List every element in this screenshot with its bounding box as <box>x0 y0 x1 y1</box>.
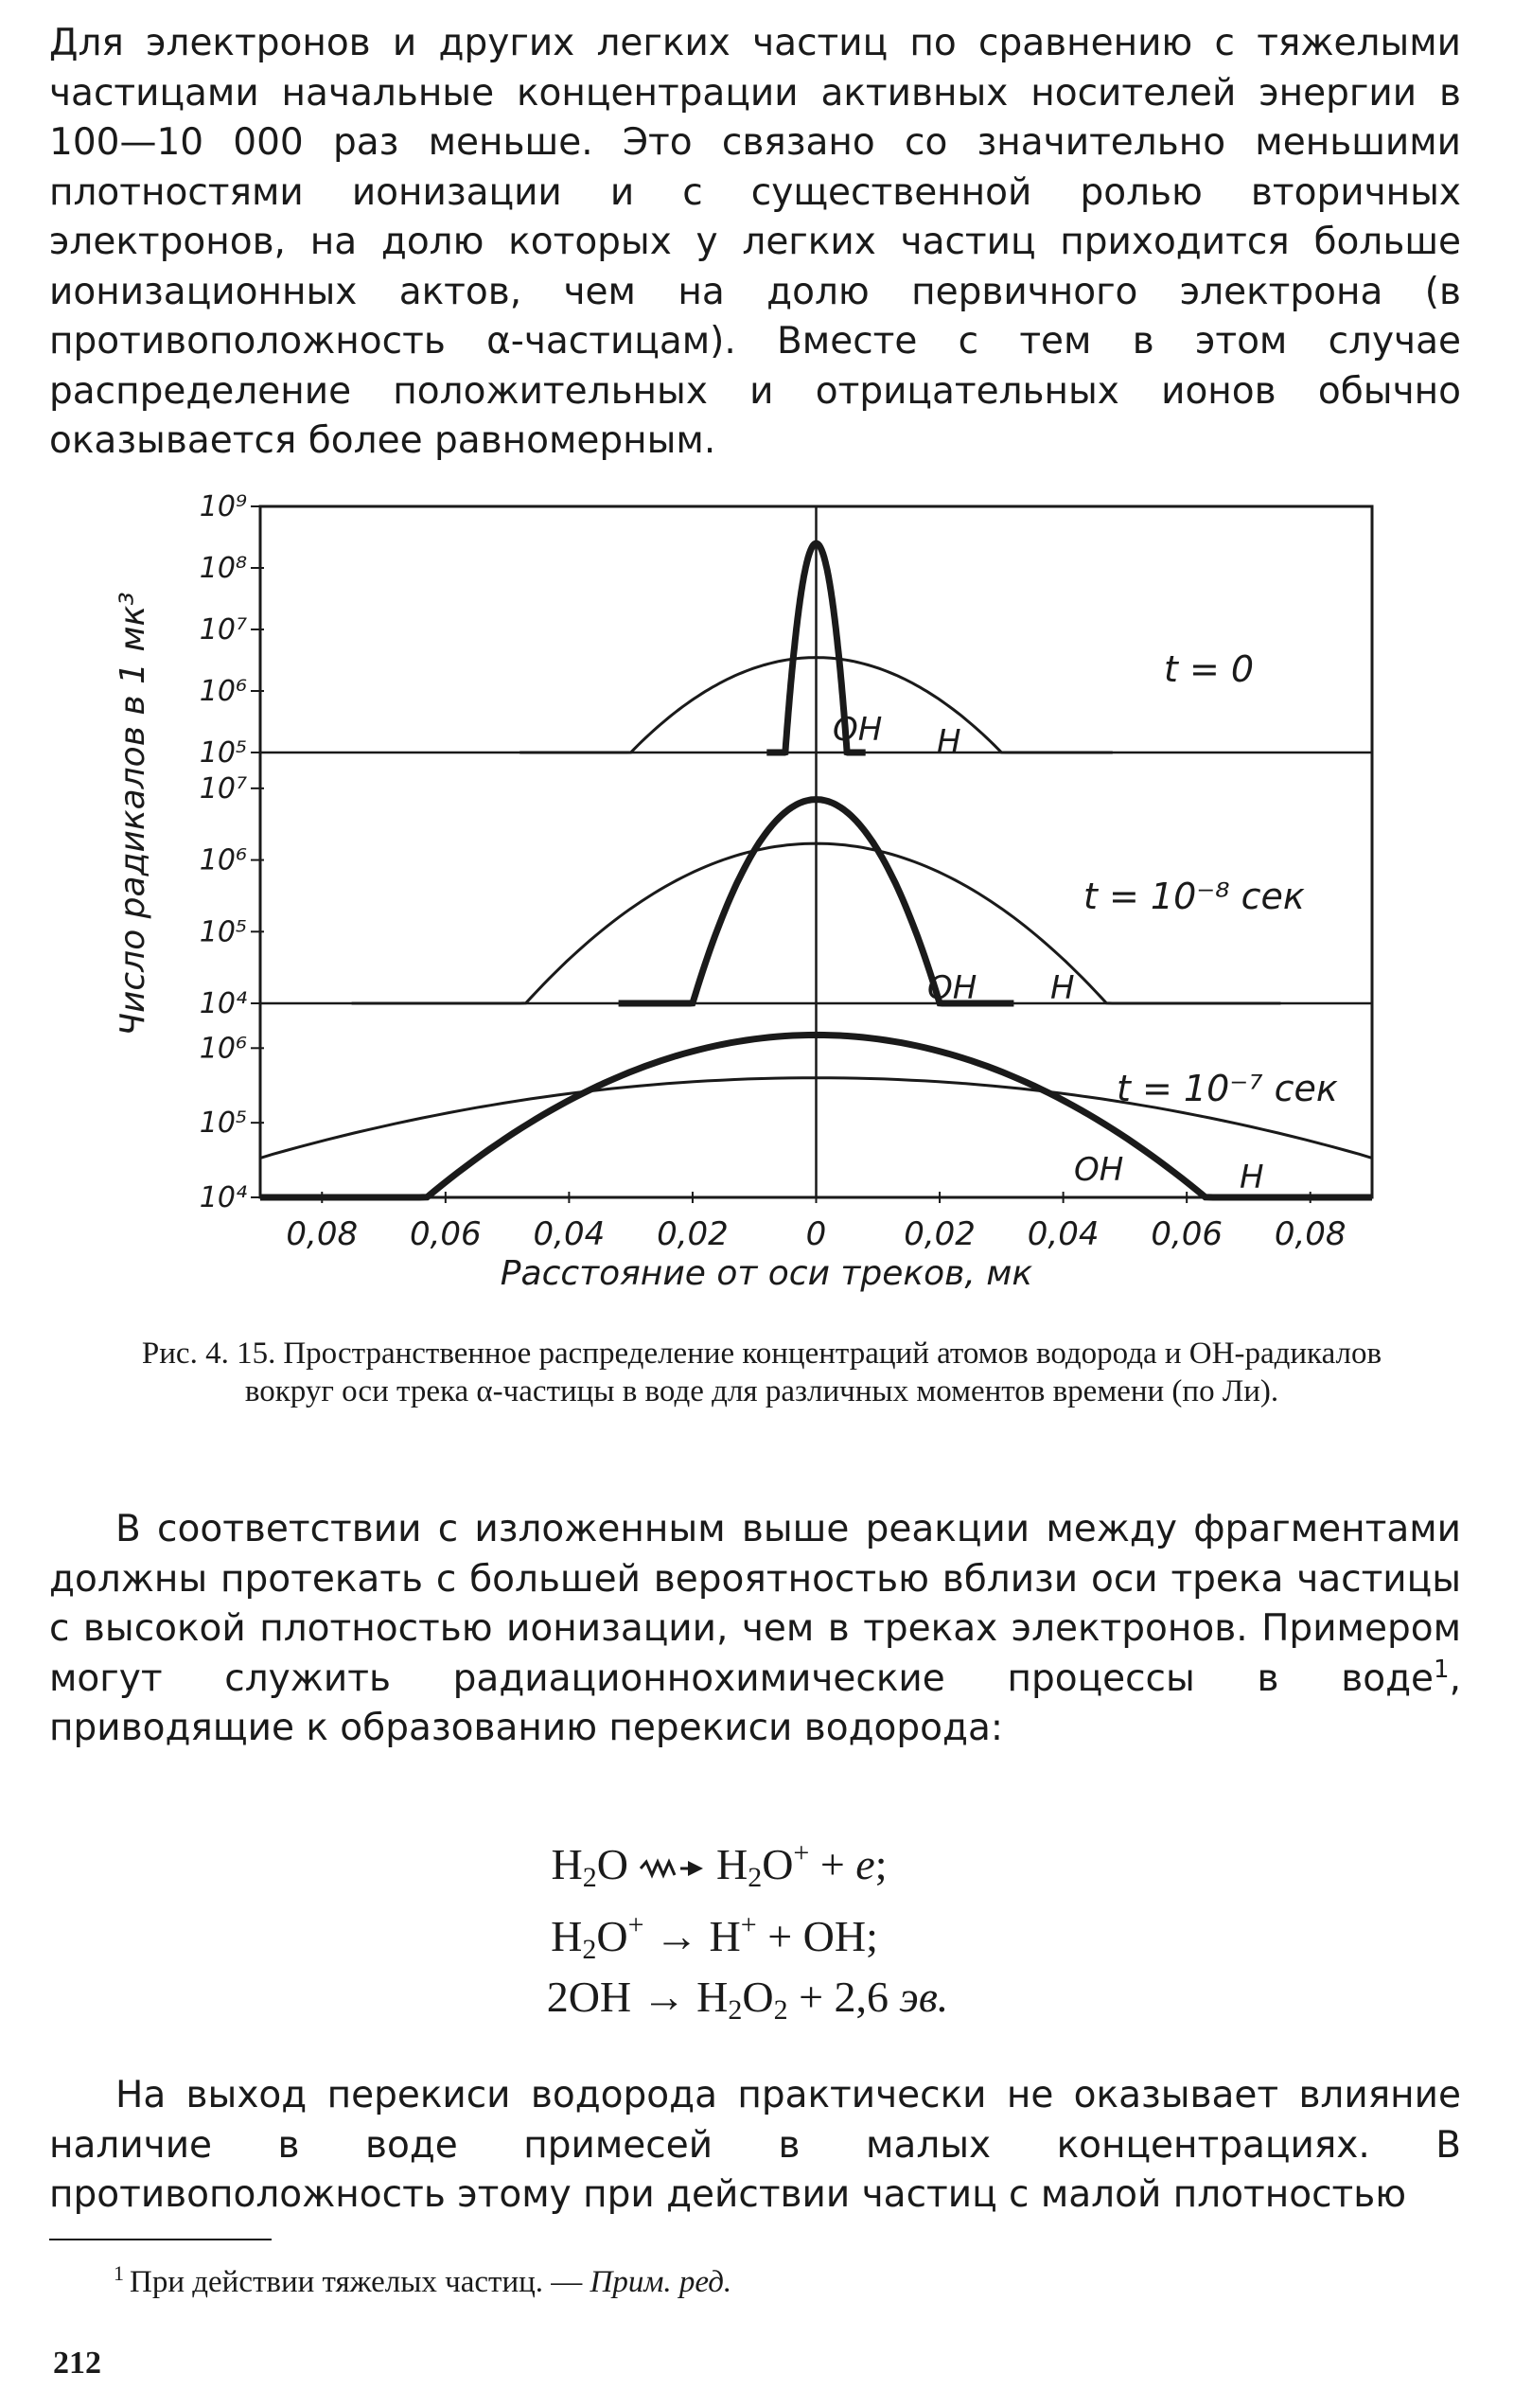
reactions-paragraph-tail: , приводящие к образованию перекиси водорода: <box>49 1656 1461 1749</box>
y-tick-label: 10⁷ <box>199 771 247 806</box>
x-tick-label: 0,04 <box>533 1215 606 1253</box>
y-tick-label: 10⁴ <box>199 1181 247 1214</box>
reactions-paragraph-text: В соответствии с изложенным выше реакции между фрагментами должны протекать с большей вероятностью вблизи оси трека частицы с высокой плотностью ионизации, чем в треках электронов. Примером могут служить радиационнохимические процессы в воде <box>49 1508 1461 1700</box>
x-tick-label: 0,04 <box>1027 1215 1100 1253</box>
y-tick-label: 10⁵ <box>199 915 247 949</box>
time-label: t = 0 <box>1164 648 1255 690</box>
y-tick-label: 10⁹ <box>199 490 247 523</box>
figure-caption <box>114 1335 1410 1410</box>
time-label: t = 10⁻⁷ сек <box>1117 1068 1338 1109</box>
x-tick-label: 0,02 <box>657 1215 729 1253</box>
reactions-paragraph <box>49 1505 1461 1754</box>
energy-unit: эв. <box>899 1973 949 2021</box>
figure-caption-text: Пространственное распределение концентраций атомов водорода и ОН-радикалов вокруг оси трека α-частицы в воде для различных моментов времени (по Ли). <box>244 1337 1382 1408</box>
footnote <box>114 2253 731 2303</box>
page-number: 212 <box>53 2346 101 2381</box>
electron-symbol: e <box>855 1840 875 1888</box>
intro-paragraph: Для электронов и других легких частиц по сравнению с тяжелыми частицами начальные концентрации активных носителей энергии в 100—10 000 раз меньше. Это связано со значительно меньшими плотностями ионизации и с существенной ролью вторичных электронов, на долю которых у легких частиц приходится больше ионизационных актов, чем на долю первичного электрона (в противоположность α-частицам). Вместе с тем в этом случае распределение положительных и отрицательных ионов обычно оказывается более равномерным. <box>49 22 1461 462</box>
h-curve-label: H <box>1050 969 1075 1007</box>
y-tick-label: 10⁵ <box>199 736 247 770</box>
x-tick-label: 0,06 <box>1151 1215 1224 1253</box>
peroxide-yield-paragraph: На выход перекиси водорода практически не оказывает влияние наличие в воде примесей в малых концентрациях. В противоположность этому при действии частиц с малой плотностью <box>49 2074 1461 2216</box>
h-curve-label: H <box>937 723 961 761</box>
footnote-marker: 1 <box>114 2261 124 2285</box>
x-tick-label: 0,08 <box>1274 1215 1347 1253</box>
footnote-reference: 1 <box>1434 1655 1450 1684</box>
oh-curve-label: OH <box>833 711 883 749</box>
x-tick-label: 0,08 <box>286 1215 359 1253</box>
y-tick-label: 10⁸ <box>199 552 247 585</box>
y-tick-label: 10⁶ <box>199 675 247 708</box>
y-tick-label: 10⁵ <box>199 1107 247 1141</box>
oh-curve-label: OH <box>927 969 977 1007</box>
wavy-arrow-icon <box>639 1857 705 1880</box>
footnote-text: При действии тяжелых частиц. — <box>130 2265 583 2299</box>
y-tick-label: 10⁷ <box>199 613 247 646</box>
figure-caption-number: Рис. 4. 15. <box>141 1337 276 1371</box>
reaction-energy: 2,6 <box>834 1973 889 2021</box>
x-tick-label: 0 <box>805 1215 827 1253</box>
figure-y-axis-title: Число радикалов в 1 мк³ <box>114 592 152 1036</box>
y-tick-label: 10⁶ <box>199 843 247 877</box>
equation-peroxide: $2OH \to H_2O_2 + 2,6$ эв. <box>546 1973 949 2026</box>
radical-distribution-figure <box>95 469 1419 1320</box>
x-tick-label: 0,02 <box>904 1215 976 1253</box>
oh-curve-label: OH <box>1074 1151 1124 1189</box>
footnote-editor-note: Прим. ред. <box>590 2265 732 2299</box>
equation-ionization: $H_2O$ $H_2O^+ + e$; <box>551 1837 888 1893</box>
x-tick-label: 0,06 <box>409 1215 482 1253</box>
footnote-rule <box>49 2239 272 2240</box>
figure-x-axis-title: Расстояние от оси треков, мк <box>500 1254 1033 1293</box>
h-curve-label: H <box>1240 1159 1264 1196</box>
equation-dissociation: $H_2O^+ \to H^+$ + OH; <box>551 1909 878 1965</box>
y-tick-label: 10⁴ <box>199 987 247 1020</box>
time-label: t = 10⁻⁸ сек <box>1083 876 1305 917</box>
y-tick-label: 10⁶ <box>199 1032 247 1066</box>
